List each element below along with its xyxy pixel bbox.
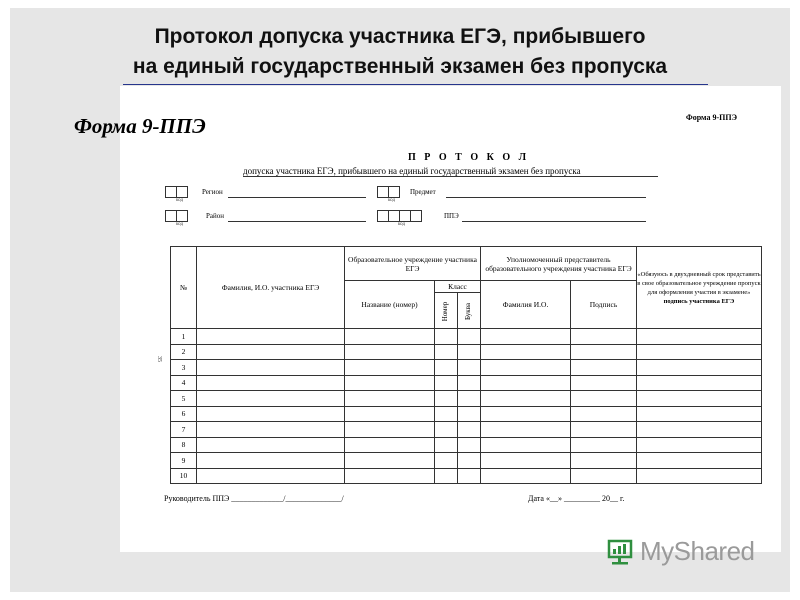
row-number: 9 bbox=[171, 453, 197, 469]
row-number: 3 bbox=[171, 360, 197, 376]
table-cell bbox=[637, 375, 762, 391]
table-cell bbox=[571, 344, 637, 360]
scanned-form bbox=[120, 86, 781, 552]
col-rep-header: Уполномоченный представитель образовательного учреждения участника ЕГЭ bbox=[481, 247, 637, 281]
table-cell bbox=[197, 344, 345, 360]
table-cell bbox=[481, 422, 571, 438]
subject-code-caption: код bbox=[388, 198, 396, 203]
protocol-table bbox=[170, 246, 762, 484]
district-code-caption: код bbox=[176, 222, 184, 227]
table-cell bbox=[345, 329, 435, 345]
table-cell bbox=[345, 453, 435, 469]
table-cell bbox=[435, 422, 458, 438]
title-underline bbox=[123, 84, 708, 85]
table-cell bbox=[345, 437, 435, 453]
footer-head-signature: Руководитель ППЭ _____________/______________/ bbox=[164, 494, 344, 503]
table-cell bbox=[571, 422, 637, 438]
table-cell bbox=[345, 360, 435, 376]
table-cell bbox=[197, 406, 345, 422]
district-label: Район bbox=[206, 212, 224, 220]
table-cell bbox=[197, 360, 345, 376]
ppe-label: ППЭ bbox=[444, 212, 459, 220]
subject-label: Предмет bbox=[410, 188, 436, 196]
table-cell bbox=[637, 344, 762, 360]
region-line bbox=[228, 197, 366, 198]
table-cell bbox=[458, 329, 481, 345]
table-cell bbox=[571, 406, 637, 422]
table-cell bbox=[571, 375, 637, 391]
row-number: 4 bbox=[171, 375, 197, 391]
col-rep-sign-header: Подпись bbox=[571, 281, 637, 329]
table-row bbox=[171, 437, 762, 453]
row-number: 7 bbox=[171, 422, 197, 438]
table-cell bbox=[458, 437, 481, 453]
protocol-table-body bbox=[171, 329, 762, 484]
table-cell bbox=[435, 468, 458, 484]
protocol-table-wrap bbox=[170, 246, 762, 484]
district-code-cells bbox=[165, 210, 187, 222]
consent-sign-label: подпись участника ЕГЭ bbox=[663, 297, 735, 305]
subject-code-cells bbox=[377, 186, 399, 198]
consent-text: «Обязуюсь в двухдневный срок представить в свое образовательное учреждение пропуск для оформления участия в экзамене» bbox=[637, 270, 761, 296]
row-number: 6 bbox=[171, 406, 197, 422]
table-cell bbox=[481, 437, 571, 453]
table-row bbox=[171, 468, 762, 484]
table-row bbox=[171, 422, 762, 438]
table-cell bbox=[481, 360, 571, 376]
table-cell bbox=[481, 468, 571, 484]
table-row bbox=[171, 375, 762, 391]
table-cell bbox=[435, 437, 458, 453]
table-cell bbox=[637, 453, 762, 469]
row-number: 1 bbox=[171, 329, 197, 345]
table-cell bbox=[481, 344, 571, 360]
table-cell bbox=[458, 468, 481, 484]
table-cell bbox=[435, 406, 458, 422]
class-letter-label: Буква bbox=[464, 302, 473, 320]
table-cell bbox=[637, 468, 762, 484]
slide bbox=[10, 8, 790, 592]
col-number-header: № bbox=[171, 247, 197, 329]
table-cell bbox=[637, 437, 762, 453]
table-row bbox=[171, 391, 762, 407]
table-cell bbox=[571, 468, 637, 484]
table-cell bbox=[435, 344, 458, 360]
row-number: 2 bbox=[171, 344, 197, 360]
col-class-header: Класс bbox=[435, 281, 481, 293]
table-cell bbox=[458, 453, 481, 469]
table-cell bbox=[435, 391, 458, 407]
table-row bbox=[171, 344, 762, 360]
slide-title bbox=[10, 22, 790, 82]
table-cell bbox=[197, 391, 345, 407]
table-cell bbox=[197, 422, 345, 438]
watermark bbox=[606, 536, 755, 567]
table-cell bbox=[197, 468, 345, 484]
slide-title-line1: Протокол допуска участника ЕГЭ, прибывшего bbox=[154, 25, 646, 48]
table-cell bbox=[345, 375, 435, 391]
myshared-logo-icon bbox=[606, 537, 636, 567]
table-cell bbox=[637, 406, 762, 422]
doc-form-code: Форма 9-ППЭ bbox=[685, 113, 737, 122]
table-cell bbox=[481, 406, 571, 422]
col-rep-name-header: Фамилия И.О. bbox=[481, 281, 571, 329]
table-cell bbox=[637, 422, 762, 438]
table-cell bbox=[571, 391, 637, 407]
table-cell bbox=[345, 344, 435, 360]
table-cell bbox=[435, 360, 458, 376]
row-number: 5 bbox=[171, 391, 197, 407]
table-cell bbox=[458, 391, 481, 407]
table-cell bbox=[345, 391, 435, 407]
table-cell bbox=[435, 329, 458, 345]
table-cell bbox=[458, 422, 481, 438]
table-row bbox=[171, 453, 762, 469]
page-number: 35 bbox=[156, 356, 162, 362]
col-class-number-header bbox=[435, 293, 458, 329]
table-cell bbox=[458, 375, 481, 391]
region-code-caption: код bbox=[176, 198, 184, 203]
row-number: 10 bbox=[171, 468, 197, 484]
table-cell bbox=[197, 375, 345, 391]
table-cell bbox=[197, 453, 345, 469]
table-cell bbox=[571, 329, 637, 345]
ppe-code-cells bbox=[377, 210, 421, 222]
table-cell bbox=[637, 391, 762, 407]
table-cell bbox=[197, 437, 345, 453]
table-cell bbox=[435, 375, 458, 391]
col-consent-header bbox=[637, 247, 762, 329]
table-cell bbox=[345, 468, 435, 484]
table-cell bbox=[435, 453, 458, 469]
doc-subheading: допуска участника ЕГЭ, прибывшего на единый государственный экзамен без пропуска bbox=[243, 166, 581, 176]
footer-date: Дата «__» _________ 20__ г. bbox=[528, 494, 625, 503]
table-cell bbox=[481, 453, 571, 469]
row-number: 8 bbox=[171, 437, 197, 453]
table-cell bbox=[481, 375, 571, 391]
slide-title-line2: на единый государственный экзамен без пропуска bbox=[132, 55, 668, 78]
district-line bbox=[228, 221, 366, 222]
table-cell bbox=[458, 360, 481, 376]
col-school-name-header: Название (номер) bbox=[345, 281, 435, 329]
table-row bbox=[171, 360, 762, 376]
table-cell bbox=[345, 406, 435, 422]
table-cell bbox=[481, 329, 571, 345]
table-cell bbox=[481, 391, 571, 407]
col-class-letter-header bbox=[458, 293, 481, 329]
table-cell bbox=[637, 360, 762, 376]
ppe-code-caption: код bbox=[398, 222, 406, 227]
region-code-cells bbox=[165, 186, 187, 198]
table-cell bbox=[197, 329, 345, 345]
subheading-underline bbox=[243, 176, 658, 177]
class-number-label: Номер bbox=[441, 301, 450, 321]
table-cell bbox=[571, 437, 637, 453]
subject-line bbox=[446, 197, 646, 198]
table-cell bbox=[571, 453, 637, 469]
table-cell bbox=[637, 329, 762, 345]
form-label: Форма 9-ППЭ bbox=[74, 114, 206, 138]
region-label: Регион bbox=[202, 188, 223, 196]
col-school-header: Образовательное учреждение участника ЕГЭ bbox=[345, 247, 481, 281]
doc-heading: П Р О Т О К О Л bbox=[408, 152, 530, 163]
table-row bbox=[171, 406, 762, 422]
table-cell bbox=[345, 422, 435, 438]
table-cell bbox=[458, 344, 481, 360]
col-name-header: Фамилия, И.О. участника ЕГЭ bbox=[197, 247, 345, 329]
table-cell bbox=[571, 360, 637, 376]
ppe-line bbox=[462, 221, 646, 222]
table-row bbox=[171, 329, 762, 345]
watermark-text: MyShared bbox=[640, 536, 755, 566]
table-cell bbox=[458, 406, 481, 422]
